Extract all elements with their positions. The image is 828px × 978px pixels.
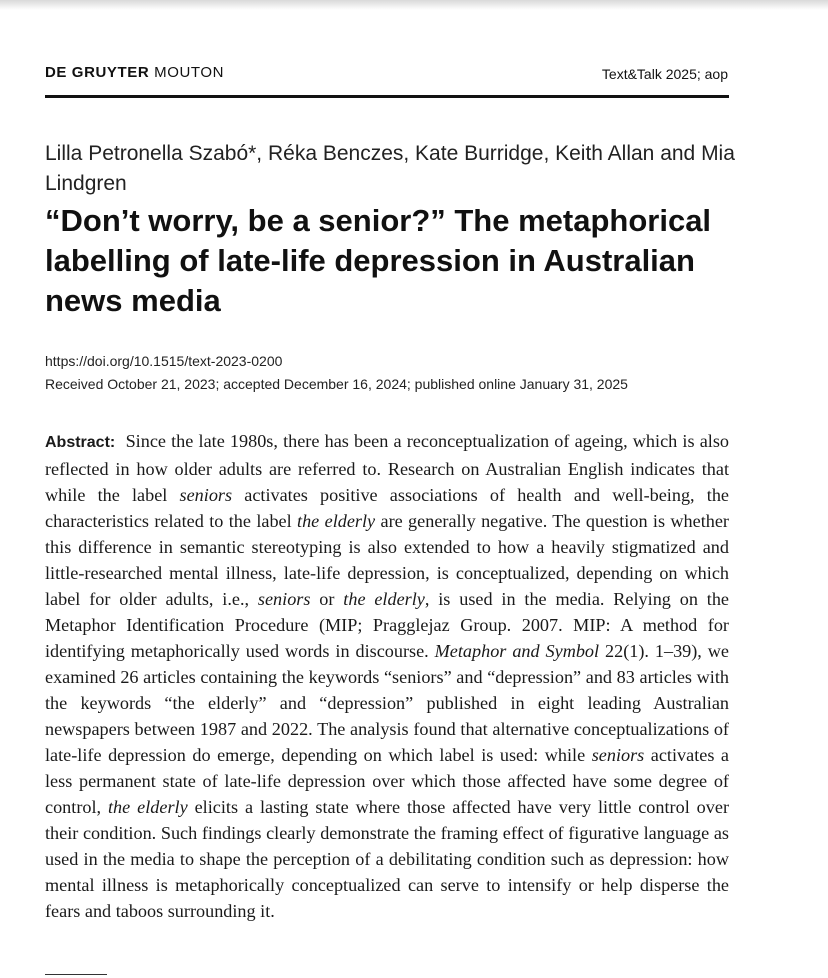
publisher-name-light: MOUTON — [154, 64, 225, 81]
abstract-label: Abstract: — [45, 434, 116, 451]
author-list: Lilla Petronella Szabó*, Réka Benczes, Kate Burridge, Keith Allan and Mia Lindgren — [45, 142, 735, 195]
abstract-text: activates positive associations of health and well-being, the characteristics related to the label — [45, 485, 729, 531]
publisher-name-bold: DE GRUYTER — [45, 64, 150, 81]
abstract-text: or — [310, 589, 344, 609]
abstract-emphasis: the elderly — [108, 797, 188, 817]
abstract-text: , is used in the media. Relying on the Metaphor Identification Procedure (MIP; Pragglejaz Group. 2007. MIP: A method for identifying metaphorically used words in discourse. — [45, 589, 729, 661]
publisher-logo — [45, 64, 224, 81]
abstract-emphasis: seniors — [257, 589, 311, 609]
abstract-emphasis: Metaphor and Symbol — [434, 641, 600, 661]
journal-reference: Text&Talk 2025; aop — [601, 66, 728, 82]
abstract-text: elicits a lasting state where those affected have very little control over their condition. Such findings clearly demonstrate the framing effect of figurative language as used in the media to shape the perception of a debilitating condition such as depression: how mental illness is metaphorically conceptualized can serve to intensify or help disperse the fears and taboos surrounding it. — [45, 797, 729, 921]
abstract-text: activates a less permanent state of late-life depression over which those affected have some degree of control, — [45, 745, 729, 817]
abstract-emphasis: the elderly — [343, 589, 425, 609]
article-title: “Don’t worry, be a senior?” The metaphorical labelling of late-life depression in Australian news media — [45, 203, 712, 318]
footnote-rule — [45, 974, 107, 975]
abstract-text: are generally negative. The question is whether this difference in semantic stereotyping is also extended to how a heavily stigmatized and little-researched mental illness, late-life depression, is conceptualized, depending on which label for older adults, i.e., — [45, 511, 729, 609]
abstract-emphasis: seniors — [179, 485, 233, 505]
header-rule — [45, 95, 729, 98]
publication-dates: Received October 21, 2023; accepted December 16, 2024; published online January 31, 2025 — [45, 376, 628, 392]
abstract-text: Since the late 1980s, there has been a reconceptualization of ageing, which is also reflected in how older adults are referred to. Research on Australian English indicates that while the label — [45, 431, 729, 505]
abstract-emphasis: seniors — [591, 745, 645, 765]
abstract-text: 22(1). 1–39), we examined 26 articles containing the keywords “seniors” and “depression” and 83 articles with the keywords “the elderly” and “depression” published in eight leading Australian newspapers between 1987 and 2022. The analysis found that alternative conceptualizations of late-life depression do emerge, depending on which label is used: while — [45, 641, 729, 765]
top-edge-shadow — [0, 0, 828, 10]
abstract-emphasis: the elderly — [297, 511, 376, 531]
abstract-paragraph — [45, 428, 729, 924]
doi-link[interactable]: https://doi.org/10.1515/text-2023-0200 — [45, 353, 283, 369]
